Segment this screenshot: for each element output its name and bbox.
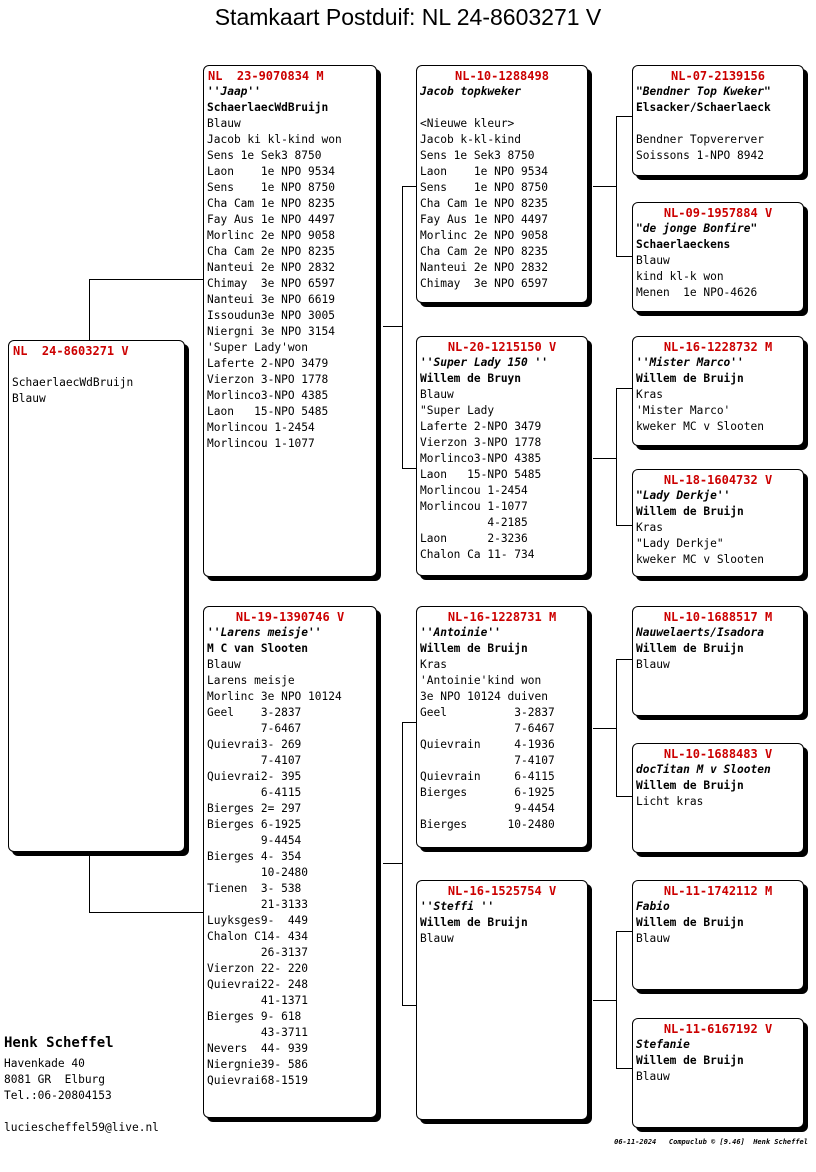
pedigree-card-mmf: [632, 880, 804, 990]
detail-line: Issoudun3e NPO 3005: [207, 309, 335, 322]
detail-line: 'Antoinie'kind won: [420, 674, 542, 687]
breeder-name: Elsacker/Schaerlaeck: [636, 101, 771, 114]
breeder-name: Willem de Bruijn: [636, 642, 744, 655]
detail-line: Quievrain 6-4115: [420, 770, 555, 783]
connector-mm-split: [593, 1000, 616, 1001]
detail-line: 7-4107: [207, 754, 302, 767]
detail-line: SchaerlaecWdBruijn: [12, 376, 134, 389]
connector-ffm: [616, 256, 633, 257]
detail-line: Sens 1e NPO 8750: [207, 181, 335, 194]
ring-number: NL-09-1957884 V: [663, 206, 773, 220]
detail-line: Kras: [636, 388, 663, 401]
page-title: Stamkaart Postduif: NL 24-8603271 V: [214, 4, 602, 30]
card-body: [207, 625, 374, 1089]
detail-line: Laon 1e NPO 9534: [420, 165, 548, 178]
detail-line: Jacob k-kl-kind: [420, 133, 522, 146]
owner-name: Henk Scheffel: [4, 1035, 114, 1051]
detail-line: Cha Cam 1e NPO 8235: [207, 197, 335, 210]
detail-line: [420, 100, 585, 116]
pigeon-name: ''Antoinie'': [420, 626, 501, 639]
pigeon-details: [636, 794, 801, 810]
detail-line: Bierges 2= 297: [207, 802, 302, 815]
pigeon-details: [636, 931, 801, 947]
detail-line: Morlincou 1-1077: [420, 500, 528, 513]
card-body: [636, 84, 801, 164]
pedigree-card-fmm: [632, 469, 804, 577]
detail-line: 7-4107: [420, 754, 555, 767]
detail-line: Luyksges9- 449: [207, 914, 309, 927]
pedigree-card-father: [203, 65, 377, 577]
detail-line: Bendner Topvererver: [636, 133, 764, 146]
ring-number: NL-11-6167192 V: [663, 1022, 773, 1036]
pigeon-details: [207, 657, 374, 1089]
connector-mf-split: [593, 728, 616, 729]
detail-line: Fay Aus 1e NPO 4497: [420, 213, 548, 226]
owner-address: Havenkade 40: [4, 1057, 85, 1070]
ring-number: NL-10-1688483 V: [663, 747, 773, 761]
connector-mff: [616, 659, 633, 660]
detail-line: Larens meisje: [207, 674, 295, 687]
detail-line: Laferte 2-NPO 3479: [207, 357, 329, 370]
connector-mm-vert: [616, 931, 617, 1068]
connector-ff: [402, 186, 417, 187]
card-body: [636, 488, 801, 568]
breeder-name: M C van Slooten: [207, 642, 309, 655]
connector-father-split: [383, 326, 402, 327]
ring-number: NL-10-1688517 M: [663, 610, 773, 624]
detail-line: Cha Cam 1e NPO 8235: [420, 197, 548, 210]
card-body: [636, 625, 801, 673]
connector-fm: [402, 468, 417, 469]
detail-line: Morlincou 1-2454: [420, 484, 528, 497]
detail-line: Niergnie39- 586: [207, 1058, 309, 1071]
connector-mmm: [616, 1068, 633, 1069]
detail-line: 41-1371: [207, 994, 309, 1007]
detail-line: Blauw: [12, 392, 46, 405]
pigeon-name: docTitan M v Slooten: [636, 763, 771, 776]
connector-fmm: [616, 525, 633, 526]
detail-line: "Super Lady: [420, 404, 495, 417]
footer-credits: 06-11-2024 Compuclub © [9.46] Henk Scheffel: [614, 1138, 808, 1146]
breeder-name: Willem de Bruijn: [636, 372, 744, 385]
detail-line: kind kl-k won: [636, 270, 724, 283]
pigeon-name: "de jonge Bonfire": [636, 222, 758, 235]
detail-line: <Nieuwe kleur>: [420, 117, 515, 130]
card-body: [636, 221, 801, 301]
connector-mf: [402, 722, 417, 723]
detail-line: 'Mister Marco': [636, 404, 731, 417]
card-body: [12, 359, 182, 407]
connector-ff-vert: [616, 116, 617, 256]
detail-line: Laon 15-NPO 5485: [207, 405, 329, 418]
owner-phone: Tel.:06-20804153: [4, 1089, 112, 1102]
pigeon-name: ''Super Lady 150 '': [420, 356, 548, 369]
detail-line: Morlinc 3e NPO 10124: [207, 690, 342, 703]
ring-number: NL-07-2139156: [671, 69, 765, 83]
detail-line: 9-4454: [420, 802, 555, 815]
detail-line: kweker MC v Slooten: [636, 420, 764, 433]
pigeon-name: Nauwelaerts/Isadora: [636, 626, 764, 639]
detail-line: Tienen 3- 538: [207, 882, 302, 895]
detail-line: Morlinco3-NPO 4385: [207, 389, 329, 402]
pigeon-name: "Lady Derkje'': [636, 489, 731, 502]
detail-line: Licht kras: [636, 795, 704, 808]
detail-line: 7-6467: [207, 722, 302, 735]
pedigree-card-fff: [632, 65, 804, 176]
owner-email: luciescheffel59@live.nl: [4, 1121, 159, 1134]
pedigree-card-fmf: [632, 336, 804, 446]
pigeon-details: [420, 100, 585, 292]
card-body: [420, 84, 585, 292]
pedigree-card-mm: [416, 880, 588, 1120]
pedigree-card-mother: [203, 606, 377, 1118]
pigeon-details: [636, 657, 801, 673]
detail-line: Laon 1e NPO 9534: [207, 165, 335, 178]
pedigree-card-subject: [8, 340, 185, 852]
detail-line: Nevers 44- 939: [207, 1042, 309, 1055]
pedigree-card-fm: [416, 336, 588, 576]
detail-line: Blauw: [420, 932, 454, 945]
breeder-name: Willem de Bruijn: [420, 916, 528, 929]
detail-line: Soissons 1-NPO 8942: [636, 149, 764, 162]
detail-line: 9-4454: [207, 834, 302, 847]
pigeon-details: [420, 657, 585, 833]
pigeon-name: ''Larens meisje'': [207, 626, 322, 639]
connector-subject-mother: [89, 912, 205, 913]
pigeon-name: Stefanie: [636, 1038, 690, 1051]
detail-line: kweker MC v Slooten: [636, 553, 764, 566]
ring-number: NL 24-8603271 V: [13, 344, 129, 358]
detail-line: Morlinc 2e NPO 9058: [420, 229, 548, 242]
detail-line: Niergni 3e NPO 3154: [207, 325, 335, 338]
connector-ff-split: [593, 186, 616, 187]
detail-line: Vierzon 3-NPO 1778: [207, 373, 329, 386]
detail-line: Bierges 6-1925: [420, 786, 555, 799]
detail-line: 7-6467: [420, 722, 555, 735]
detail-line: Cha Cam 2e NPO 8235: [420, 245, 548, 258]
pigeon-name: "Bendner Top Kweker": [636, 85, 771, 98]
ring-number: NL 23-9070834 M: [208, 69, 324, 83]
detail-line: Quievrain 4-1936: [420, 738, 555, 751]
pigeon-details: [636, 520, 801, 568]
detail-line: Morlinc 2e NPO 9058: [207, 229, 335, 242]
connector-mother-vert: [402, 722, 403, 1005]
connector-subject-father: [89, 279, 205, 280]
detail-line: Sens 1e NPO 8750: [420, 181, 548, 194]
card-body: [207, 84, 374, 452]
detail-line: Menen 1e NPO-4626: [636, 286, 758, 299]
detail-line: 21-3133: [207, 898, 309, 911]
pigeon-name: ''Mister Marco'': [636, 356, 744, 369]
detail-line: Quievrai3- 269: [207, 738, 302, 751]
card-body: [420, 899, 585, 947]
connector-fm-vert: [616, 388, 617, 525]
detail-line: Chalon Ca 11- 734: [420, 548, 535, 561]
pedigree-card-mmm: [632, 1018, 804, 1128]
detail-line: Blauw: [207, 117, 241, 130]
breeder-name: Willem de Bruijn: [636, 1054, 744, 1067]
detail-line: 26-3137: [207, 946, 309, 959]
detail-line: Chimay 3e NPO 6597: [420, 277, 548, 290]
detail-line: Blauw: [636, 254, 670, 267]
detail-line: Chimay 3e NPO 6597: [207, 277, 335, 290]
pedigree-card-ff: [416, 65, 588, 303]
pigeon-details: [636, 1069, 801, 1085]
detail-line: Sens 1e Sek3 8750: [207, 149, 322, 162]
pigeon-name: ''Steffi '': [420, 900, 495, 913]
ring-number: NL-16-1525754 V: [447, 884, 557, 898]
ring-number: NL-20-1215150 V: [447, 340, 557, 354]
detail-line: Bierges 6-1925: [207, 818, 302, 831]
pedigree-card-mfm: [632, 743, 804, 853]
detail-line: 3e NPO 10124 duiven: [420, 690, 548, 703]
detail-line: Kras: [420, 658, 447, 671]
detail-line: Bierges 4- 354: [207, 850, 302, 863]
connector-fmf: [616, 388, 633, 389]
ring-number: NL-19-1390746 V: [235, 610, 345, 624]
card-body: [636, 899, 801, 947]
connector-mf-vert: [616, 659, 617, 796]
detail-line: 6-4115: [207, 786, 302, 799]
connector-mm: [402, 1005, 417, 1006]
detail-line: Bierges 9- 618: [207, 1010, 302, 1023]
ring-number: NL-18-1604732 V: [663, 473, 773, 487]
connector-mfm: [616, 796, 633, 797]
detail-line: Geel 3-2837: [207, 706, 302, 719]
detail-line: Blauw: [420, 388, 454, 401]
detail-line: Nanteui 3e NPO 6619: [207, 293, 335, 306]
ring-number: NL-16-1228732 M: [663, 340, 773, 354]
detail-line: Blauw: [636, 932, 670, 945]
detail-line: Kras: [636, 521, 663, 534]
detail-line: [636, 116, 801, 132]
detail-line: "Lady Derkje": [636, 537, 724, 550]
detail-line: Jacob ki kl-kind won: [207, 133, 342, 146]
detail-line: 'Super Lady'won: [207, 341, 309, 354]
pigeon-details: [420, 387, 585, 563]
card-body: [636, 1037, 801, 1085]
pedigree-card-mf: [416, 606, 588, 848]
detail-line: Sens 1e Sek3 8750: [420, 149, 535, 162]
detail-line: Blauw: [636, 658, 670, 671]
breeder-name: SchaerlaecWdBruijn: [207, 101, 329, 114]
breeder-name: Willem de Bruijn: [636, 916, 744, 929]
card-body: [636, 355, 801, 435]
detail-line: Bierges 10-2480: [420, 818, 555, 831]
ring-number: NL-11-1742112 M: [663, 884, 773, 898]
ring-number: NL-10-1288498: [455, 69, 549, 83]
pedigree-card-ffm: [632, 202, 804, 312]
detail-line: Morlincou 1-2454: [207, 421, 315, 434]
pigeon-details: [207, 116, 374, 452]
detail-line: Morlincou 1-1077: [207, 437, 315, 450]
detail-line: Vierzon 22- 220: [207, 962, 309, 975]
detail-line: Chalon C14- 434: [207, 930, 309, 943]
detail-line: Blauw: [207, 658, 241, 671]
pedigree-card-mff: [632, 606, 804, 716]
detail-line: 43-3711: [207, 1026, 309, 1039]
card-body: [636, 762, 801, 810]
breeder-name: Willem de Bruijn: [636, 505, 744, 518]
detail-line: Laon 15-NPO 5485: [420, 468, 542, 481]
breeder-name: Willem de Bruijn: [420, 642, 528, 655]
pigeon-details: [636, 253, 801, 301]
detail-line: Morlinco3-NPO 4385: [420, 452, 542, 465]
pigeon-details: [636, 116, 801, 164]
detail-line: Vierzon 3-NPO 1778: [420, 436, 542, 449]
detail-line: 10-2480: [207, 866, 309, 879]
pigeon-name: Fabio: [636, 900, 670, 913]
card-body: [420, 625, 585, 833]
breeder-name: Schaerlaeckens: [636, 238, 731, 251]
pigeon-name: ''Jaap'': [207, 85, 261, 98]
detail-line: 4-2185: [420, 516, 528, 529]
detail-line: Quievrai68-1519: [207, 1074, 309, 1087]
detail-line: [12, 359, 182, 375]
detail-line: Blauw: [636, 1070, 670, 1083]
connector-mmf: [616, 931, 633, 932]
detail-line: Laon 2-3236: [420, 532, 528, 545]
ring-number: NL-16-1228731 M: [447, 610, 557, 624]
breeder-name: Willem de Bruijn: [636, 779, 744, 792]
owner-city: 8081 GR Elburg: [4, 1073, 106, 1086]
connector-fff: [616, 116, 633, 117]
owner-info: [4, 1034, 159, 1136]
connector-father-vert: [402, 186, 403, 468]
detail-line: Cha Cam 2e NPO 8235: [207, 245, 335, 258]
pigeon-name: Jacob topkweker: [420, 85, 522, 98]
detail-line: Nanteui 2e NPO 2832: [420, 261, 548, 274]
detail-line: Nanteui 2e NPO 2832: [207, 261, 335, 274]
card-body: [420, 355, 585, 563]
detail-line: Quievrai22- 248: [207, 978, 309, 991]
connector-fm-split: [593, 458, 616, 459]
connector-mother-split: [383, 863, 402, 864]
detail-line: Quievrai2- 395: [207, 770, 302, 783]
breeder-name: Willem de Bruyn: [420, 372, 522, 385]
detail-line: Geel 3-2837: [420, 706, 555, 719]
detail-line: Fay Aus 1e NPO 4497: [207, 213, 335, 226]
pigeon-details: [636, 387, 801, 435]
pigeon-details: [420, 931, 585, 947]
detail-line: Laferte 2-NPO 3479: [420, 420, 542, 433]
